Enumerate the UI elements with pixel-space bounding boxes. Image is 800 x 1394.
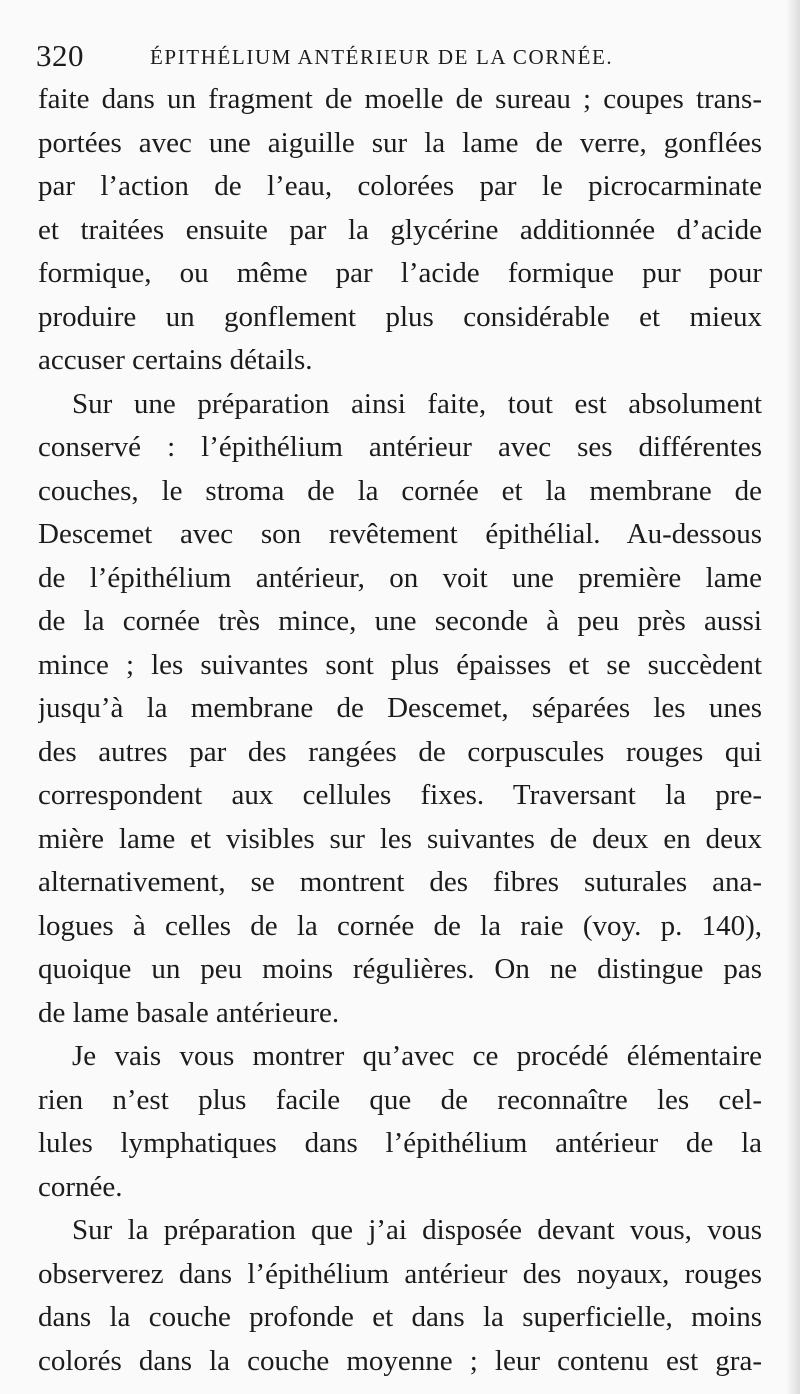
text-line: Sur une préparation ainsi faite, tout est absolument [72, 387, 762, 420]
text-line: de lame basale antérieure. [38, 996, 340, 1029]
text-line: et traitées ensuite par la glycérine additionnée d’acide [38, 213, 762, 246]
text-line: observerez dans l’épithélium antérieur des noyaux, rouges [38, 1257, 762, 1290]
text-line: mière lame et visibles sur les suivantes de deux en deux [38, 822, 762, 855]
text-line: portées avec une aiguille sur la lame de verre, gonflées [38, 126, 762, 159]
text-line: Je vais vous montrer qu’avec ce procédé élémentaire [72, 1040, 762, 1072]
text-line: lules lymphatiques dans l’épithélium antérieur de la [38, 1127, 762, 1159]
text-line: produire un gonflement plus considérable et mieux [38, 300, 762, 333]
text-line: par l’action de l’eau, colorées par le picrocarminate [38, 170, 762, 202]
text-line: mince ; les suivantes sont plus épaisses et se succèdent [38, 648, 762, 681]
text-line: de la cornée très mince, une seconde à peu près aussi [38, 605, 762, 637]
page-number: 320 [36, 38, 84, 73]
text-line: cornée. [38, 1170, 123, 1203]
text-line: colorés dans la couche moyenne ; leur contenu est gra- [38, 1344, 762, 1377]
text-line: alternativement, se montrent des fibres suturales ana- [38, 866, 762, 898]
text-line: de l’épithélium antérieur, on voit une première lame [38, 561, 762, 594]
text-line: couches, le stroma de la cornée et la membrane de [38, 474, 762, 507]
text-line: des autres par des rangées de corpuscules rouges qui [38, 735, 762, 768]
text-line: logues à celles de la cornée de la raie (voy. p. 140), [38, 909, 762, 942]
text-line: rien n’est plus facile que de reconnaître les cel- [38, 1083, 762, 1116]
text-line: conservé : l’épithélium antérieur avec ses différentes [38, 431, 762, 463]
running-title: ÉPITHÉLIUM ANTÉRIEUR DE LA CORNÉE. [150, 45, 614, 69]
text-line: faite dans un fragment de moelle de sureau ; coupes trans- [38, 83, 762, 115]
text-line: jusqu’à la membrane de Descemet, séparées les unes [38, 692, 762, 724]
text-line: Descemet avec son revêtement épithélial. Au-dessous [38, 518, 762, 550]
body-text [38, 78, 762, 1383]
page-header [36, 36, 776, 76]
text-line: accuser certains détails. [38, 344, 313, 376]
page-edge-shadow [786, 0, 800, 1394]
text-line: Sur la préparation que j’ai disposée devant vous, vous [72, 1214, 762, 1246]
text-line: quoique un peu moins régulières. On ne distingue pas [38, 953, 762, 985]
text-line: formique, ou même par l’acide formique pur pour [38, 257, 762, 289]
text-line: correspondent aux cellules fixes. Traversant la pre- [38, 779, 762, 811]
text-line: dans la couche profonde et dans la superficielle, moins [38, 1301, 762, 1333]
